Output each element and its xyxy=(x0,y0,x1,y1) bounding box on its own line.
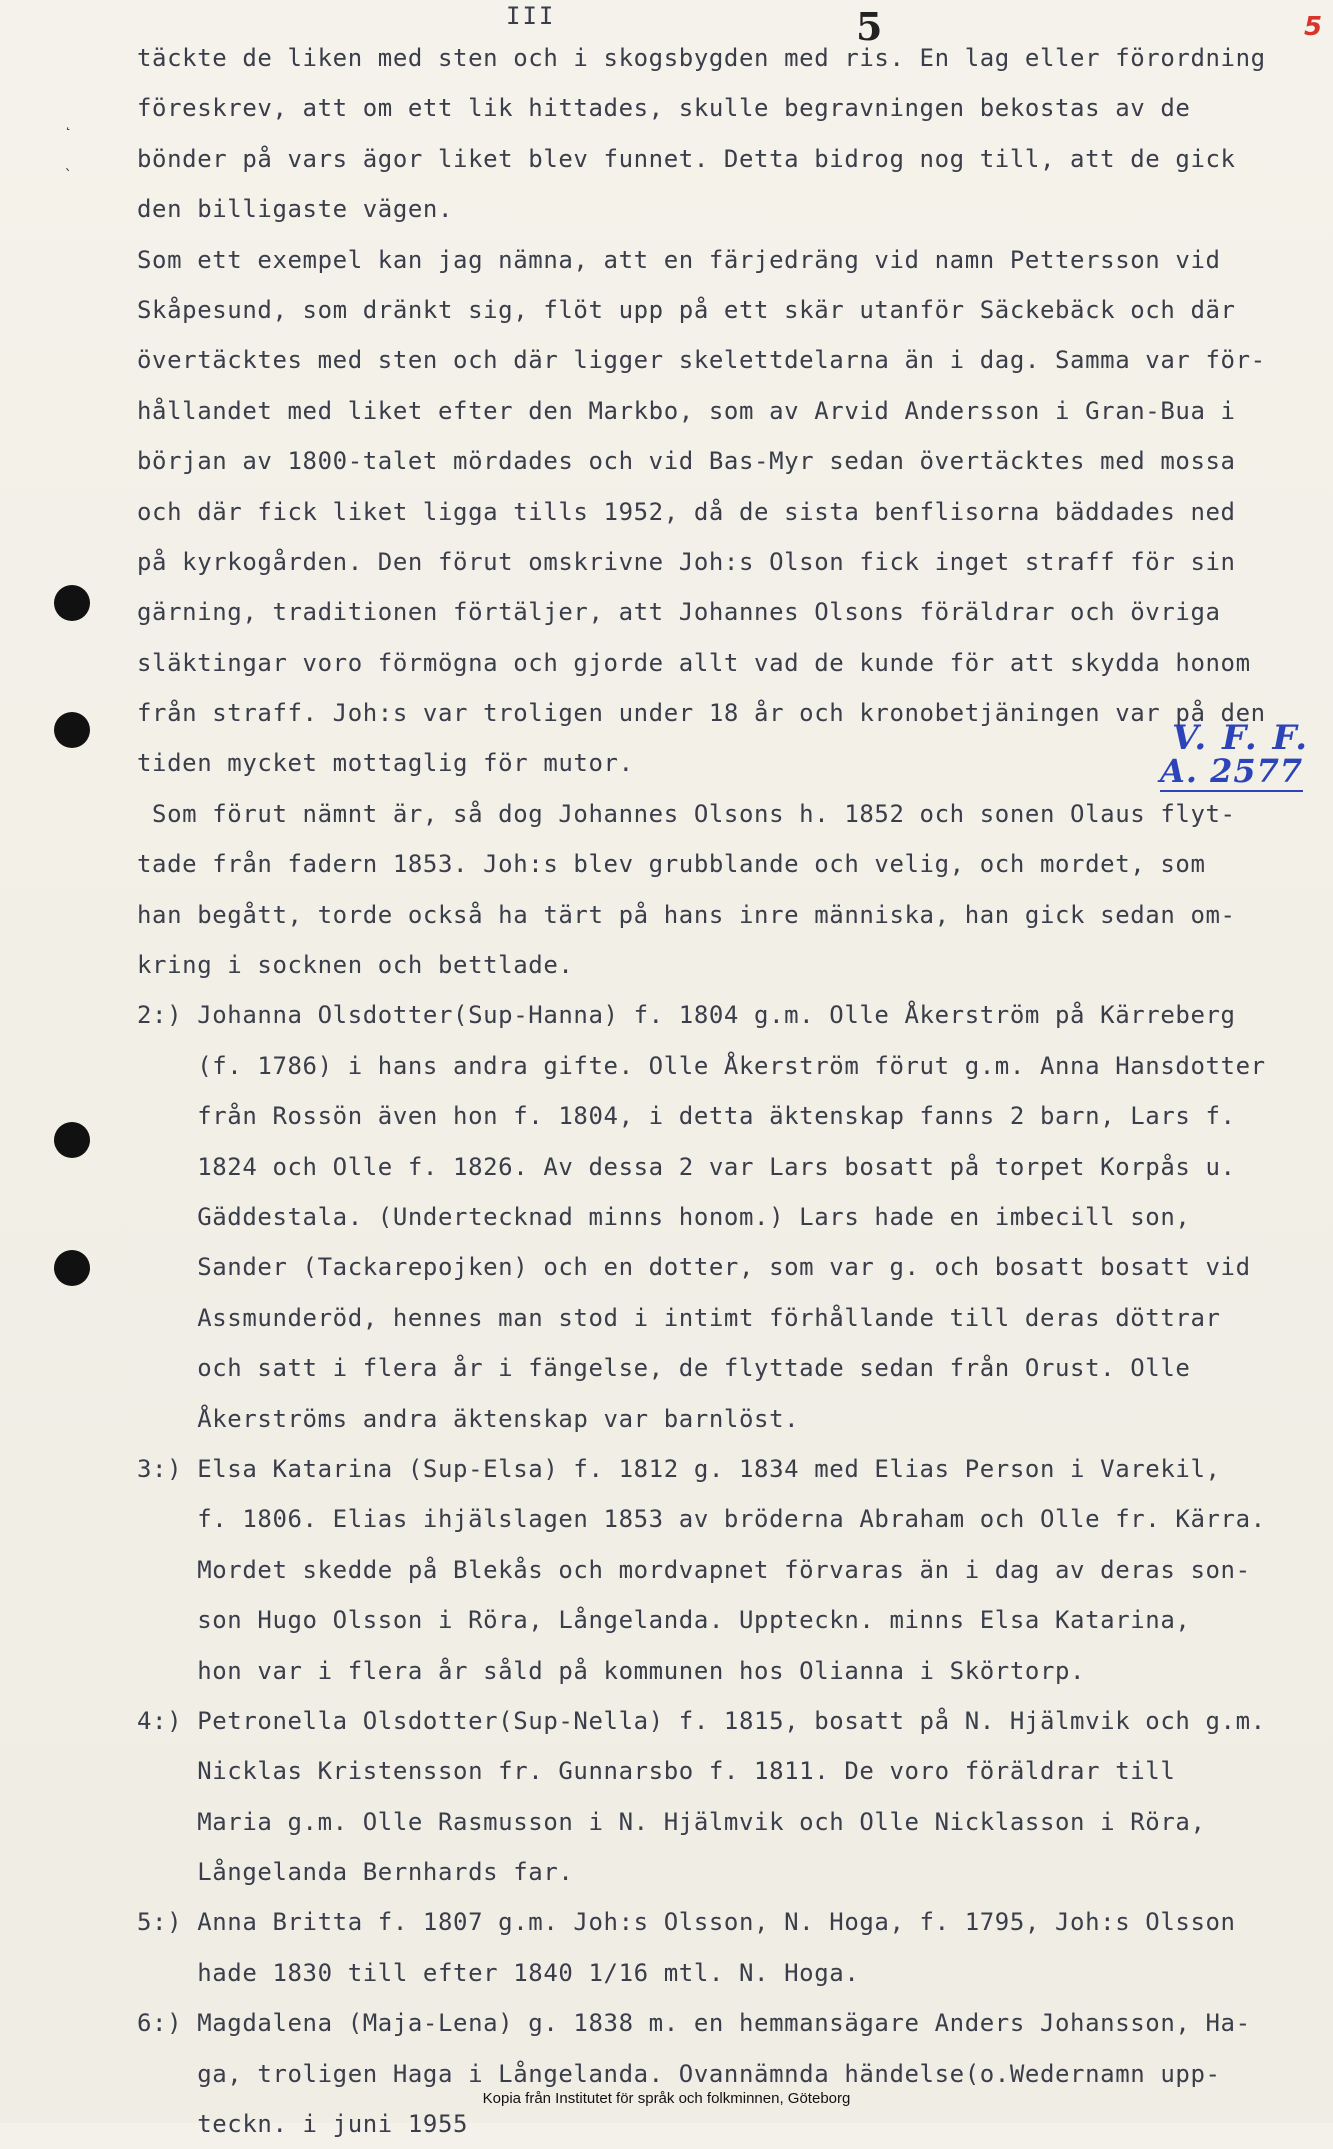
typewritten-text xyxy=(137,33,1312,2149)
text-line: f. 1806. Elias ihjälslagen 1853 av bröderna Abraham och Olle fr. Kärra. xyxy=(137,1505,1266,1534)
text-line: övertäcktes med sten och där ligger skelettdelarna än i dag. Samma var för- xyxy=(137,346,1266,375)
text-line: 6:) Magdalena (Maja-Lena) g. 1838 m. en hemmansägare Anders Johansson, Ha- xyxy=(137,2009,1251,2038)
text-line: teckn. i juni 1955 xyxy=(137,2110,469,2139)
text-line: den billigaste vägen. xyxy=(137,195,454,224)
page-number: 5 xyxy=(856,4,883,49)
archive-stamp-line2: A. 2577 xyxy=(1160,752,1304,790)
text-line: tade från fadern 1853. Joh:s blev grubblande och velig, och mordet, som xyxy=(137,850,1206,879)
text-line: kring i socknen och bettlade. xyxy=(137,951,574,980)
text-line: Långelanda Bernhards far. xyxy=(137,1858,574,1887)
text-line: från Rossön även hon f. 1804, i detta äktenskap fanns 2 barn, Lars f. xyxy=(137,1102,1236,1131)
red-page-mark: 5 xyxy=(1304,12,1323,42)
text-line: släktingar voro förmögna och gjorde allt vad de kunde för att skydda honom xyxy=(137,648,1251,677)
text-line: täckte de liken med sten och i skogsbygden med ris. En lag eller förordning xyxy=(137,44,1266,72)
text-line: Som förut nämnt är, så dog Johannes Olsons h. 1852 och sonen Olaus flyt- xyxy=(137,799,1236,828)
punch-hole xyxy=(54,1122,90,1158)
margin-tick-mark: ` xyxy=(64,168,73,184)
text-line: son Hugo Olsson i Röra, Långelanda. Uppteckn. minns Elsa Katarina, xyxy=(137,1606,1191,1635)
text-line: (f. 1786) i hans andra gifte. Olle Åkerström förut g.m. Anna Hansdotter xyxy=(137,1051,1266,1080)
text-line: 5:) Anna Britta f. 1807 g.m. Joh:s Olsson, N. Hoga, f. 1795, Joh:s Olsson xyxy=(137,1908,1236,1937)
text-line: 3:) Elsa Katarina (Sup-Elsa) f. 1812 g. 1834 med Elias Person i Varekil, xyxy=(137,1454,1221,1483)
text-line: hade 1830 till efter 1840 1/16 mtl. N. Hoga. xyxy=(137,1958,860,1987)
section-heading: III xyxy=(506,2,556,30)
archive-footer: Kopia från Institutet för språk och folkminnen, Göteborg xyxy=(482,2090,851,2107)
text-line: hon var i flera år såld på kommunen hos Olianna i Skörtorp. xyxy=(137,1656,1086,1685)
text-line: hållandet med liket efter den Markbo, som av Arvid Andersson i Gran-Bua i xyxy=(137,396,1236,425)
punch-hole xyxy=(54,585,90,621)
margin-tick-mark: ˛ xyxy=(64,115,73,131)
text-line: Nicklas Kristensson fr. Gunnarsbo f. 1811. De voro föräldrar till xyxy=(137,1757,1176,1786)
text-line: han begått, torde också ha tärt på hans inre människa, han gick sedan om- xyxy=(137,900,1236,929)
text-line: 4:) Petronella Olsdotter(Sup-Nella) f. 1815, bosatt på N. Hjälmvik och g.m. xyxy=(137,1706,1266,1735)
text-line: Gäddestala. (Undertecknad minns honom.) Lars hade en imbecill son, xyxy=(137,1202,1191,1231)
text-line: tiden mycket mottaglig för mutor. xyxy=(137,749,634,778)
text-line: början av 1800-talet mördades och vid Bas-Myr sedan övertäcktes med mossa xyxy=(137,447,1236,476)
text-line: 2:) Johanna Olsdotter(Sup-Hanna) f. 1804 g.m. Olle Åkerström på Kärreberg xyxy=(137,1001,1236,1030)
text-line: Åkerströms andra äktenskap var barnlöst. xyxy=(137,1404,800,1433)
text-line: från straff. Joh:s var troligen under 18 år och kronobetjäningen var på den xyxy=(137,699,1266,728)
text-line: Som ett exempel kan jag nämna, att en färjedräng vid namn Pettersson vid xyxy=(137,245,1221,274)
text-line: Mordet skedde på Blekås och mordvapnet förvaras än i dag av deras son- xyxy=(137,1555,1251,1584)
punch-hole xyxy=(54,1250,90,1286)
text-line: föreskrev, att om ett lik hittades, skulle begravningen bekostas av de xyxy=(137,94,1191,123)
punch-hole xyxy=(54,712,90,748)
text-line: bönder på vars ägor liket blev funnet. Detta bidrog nog till, att de gick xyxy=(137,144,1236,173)
text-line: ga, troligen Haga i Långelanda. Ovannämnda händelse(o.Wedernamn upp- xyxy=(137,2059,1221,2088)
text-line: Assmunderöd, hennes man stod i intimt förhållande till deras döttrar xyxy=(137,1303,1221,1332)
text-line: 1824 och Olle f. 1826. Av dessa 2 var Lars bosatt på torpet Korpås u. xyxy=(137,1152,1236,1181)
text-line: Skåpesund, som dränkt sig, flöt upp på ett skär utanför Säckebäck och där xyxy=(137,295,1236,324)
text-line: Sander (Tackarepojken) och en dotter, som var g. och bosatt bosatt vid xyxy=(137,1253,1251,1282)
text-line: på kyrkogården. Den förut omskrivne Joh:s Olson fick inget straff för sin xyxy=(137,547,1236,576)
archive-stamp-line1: V. F. F. xyxy=(1172,718,1310,758)
text-line: och där fick liket ligga tills 1952, då de sista benflisorna bäddades ned xyxy=(137,497,1236,526)
text-line: och satt i flera år i fängelse, de flyttade sedan från Orust. Olle xyxy=(137,1354,1191,1383)
text-line: gärning, traditionen förtäljer, att Johannes Olsons föräldrar och övriga xyxy=(137,598,1221,627)
text-line: Maria g.m. Olle Rasmusson i N. Hjälmvik och Olle Nicklasson i Röra, xyxy=(137,1807,1206,1836)
